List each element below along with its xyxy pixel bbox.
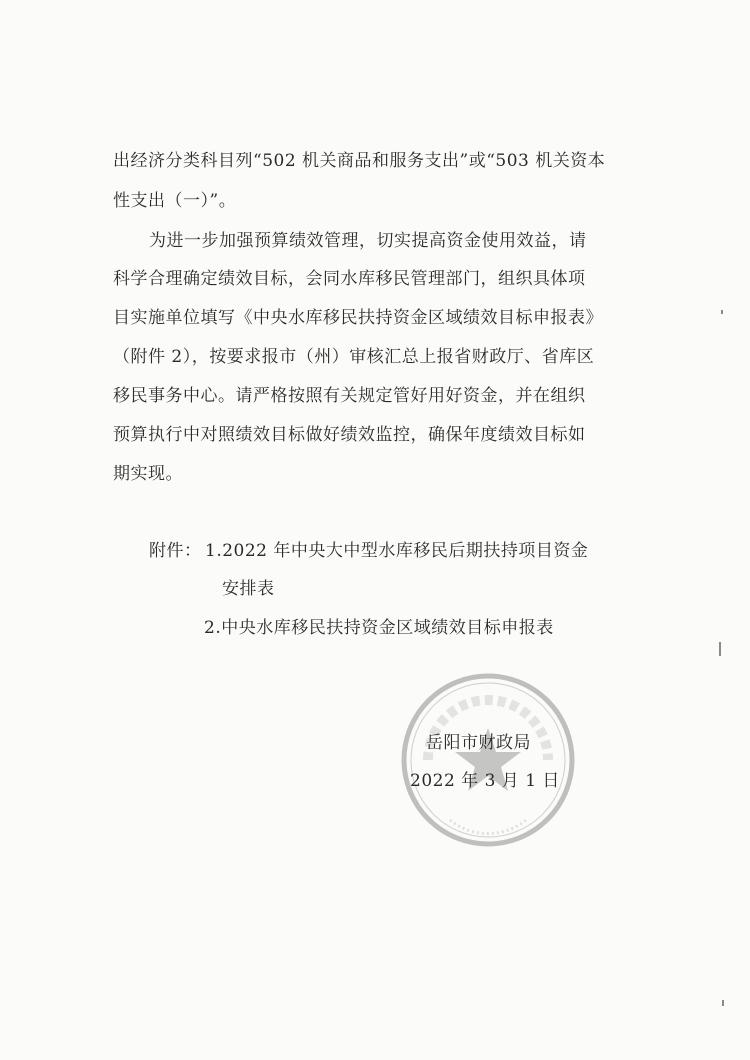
attachment-1-line-2: 安排表: [222, 579, 275, 599]
body-line-6: （附件 2），按要求报市（州）审核汇总上报省财政厅、省库区: [113, 347, 595, 367]
signature-org: 岳阳市财政局: [426, 733, 531, 753]
body-line-4: 科学合理确定绩效目标，会同水库移民管理部门，组织具体项: [113, 269, 586, 289]
attachment-2: 2.中央水库移民扶持资金区域绩效目标申报表: [204, 618, 554, 638]
signature-date: 2022 年 3 月 1 日: [410, 771, 560, 791]
scan-mark: [721, 310, 723, 314]
scan-mark: [722, 1000, 724, 1006]
body-line-7: 移民事务中心。请严格按照有关规定管好用好资金，并在组织: [113, 386, 586, 406]
attachment-1-line-1: 1.2022 年中央大中型水库移民后期扶持项目资金: [205, 541, 589, 561]
body-line-8: 预算执行中对照绩效目标做好绩效监控，确保年度绩效目标如: [113, 425, 586, 445]
body-line-3: 为进一步加强预算绩效管理，切实提高资金使用效益，请: [149, 231, 587, 251]
official-seal-icon: [398, 670, 578, 850]
body-line-1: 出经济分类科目列“502 机关商品和服务支出”或“503 机关资本: [113, 151, 606, 171]
attachments-label: 附件：: [149, 541, 202, 561]
body-line-9: 期实现。: [113, 464, 183, 484]
scan-mark: [719, 642, 721, 656]
body-line-5: 目实施单位填写《中央水库移民扶持资金区域绩效目标申报表》: [113, 308, 603, 328]
body-line-2: 性支出（一）”。: [113, 191, 237, 211]
